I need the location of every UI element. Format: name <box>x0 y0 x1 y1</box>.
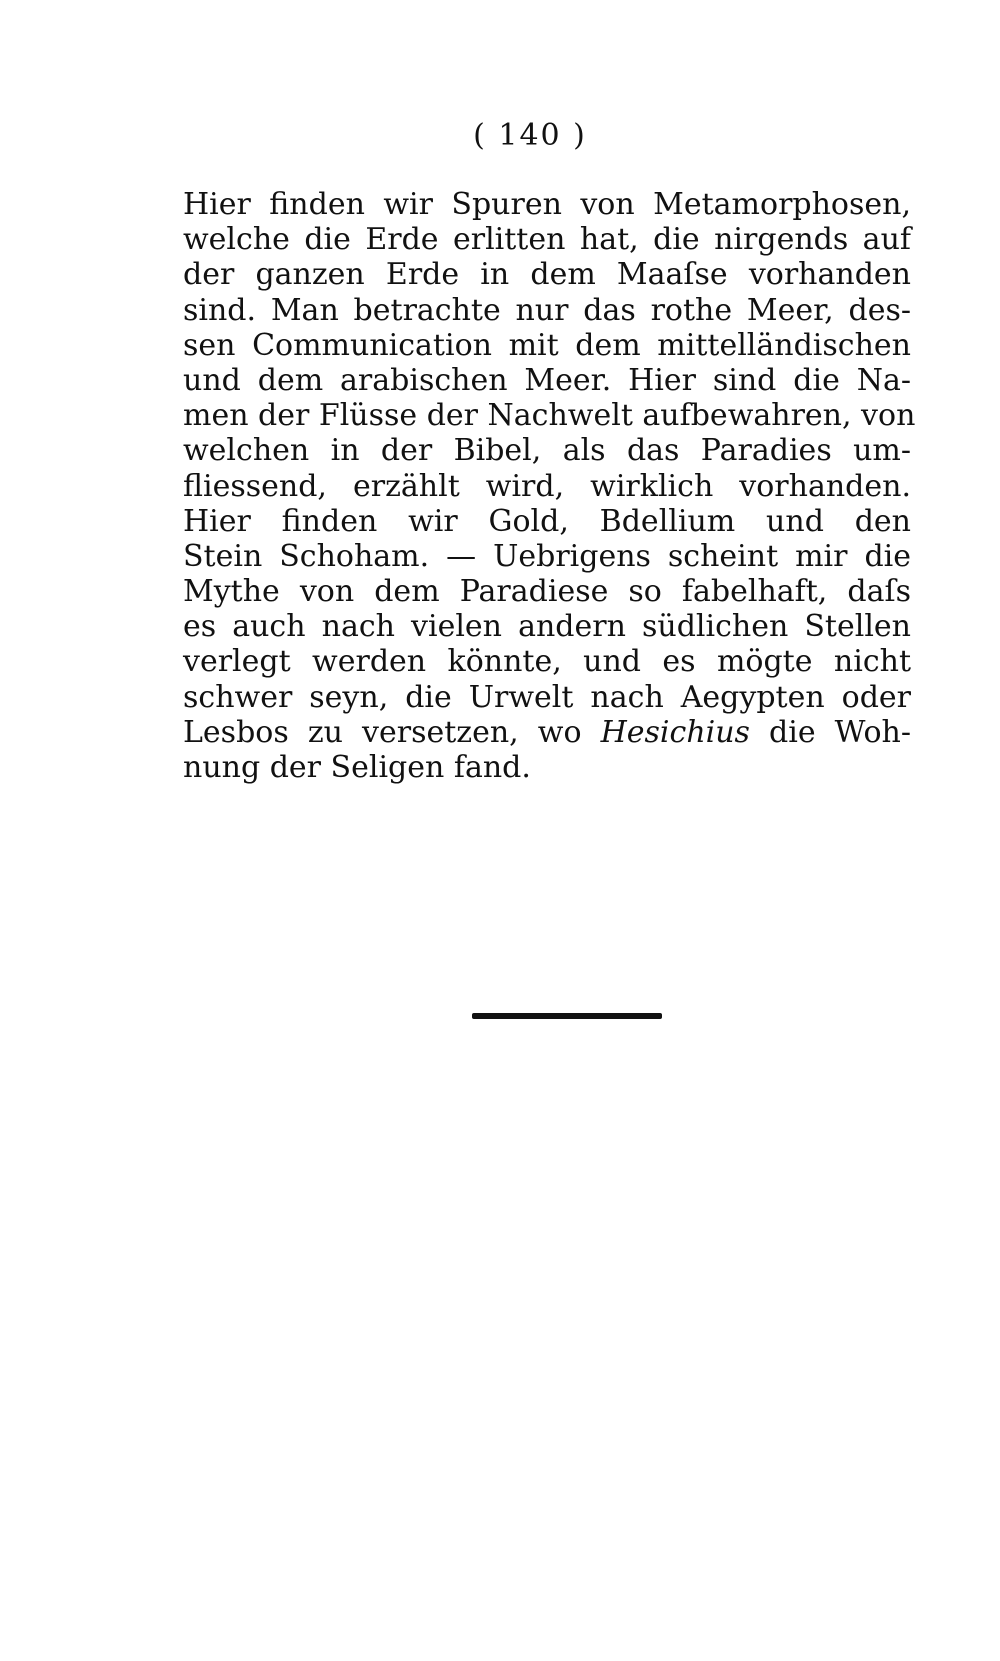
text-line: und dem arabischen Meer. Hier sind die Na- <box>183 362 911 398</box>
text-line: sind. Man betrachte nur das rothe Meer, des- <box>183 292 911 328</box>
text-line: welche die Erde erlitten hat, die nirgends auf <box>183 222 911 258</box>
text-line: fliessend, erzählt wird, wirklich vorhanden. <box>183 468 911 504</box>
text-line: verlegt werden könnte, und es mögte nicht <box>183 644 911 680</box>
text-segment: Lesbos zu versetzen, wo <box>183 714 601 750</box>
text-line <box>183 715 911 750</box>
text-line: schwer seyn, die Urwelt nach Aegypten oder <box>183 679 911 715</box>
body-text <box>183 187 916 785</box>
text-line: welchen in der Bibel, als das Paradies um- <box>183 433 911 469</box>
text-line: Stein Schoham. — Uebrigens scheint mir die <box>183 538 911 574</box>
text-line: men der Flüsse der Nachwelt aufbewahren, von <box>183 398 916 434</box>
text-line: der ganzen Erde in dem Maaſse vorhanden <box>183 257 911 293</box>
page-number: ( 140 ) <box>473 118 587 153</box>
text-line: nung der Seligen fand. <box>183 750 531 785</box>
text-line: Hier finden wir Spuren von Metamorphosen, <box>183 187 911 222</box>
text-segment: die Woh- <box>749 714 911 750</box>
text-line: sen Communication mit dem mittelländischen <box>183 327 911 363</box>
text-line: Hier finden wir Gold, Bdellium und den <box>183 503 911 539</box>
text-line: Mythe von dem Paradiese so fabelhaft, daſs <box>183 574 911 610</box>
text-line: es auch nach vielen andern südlichen Stellen <box>183 609 911 645</box>
section-divider <box>472 1013 662 1019</box>
italic-name: Hesichius <box>600 714 750 750</box>
